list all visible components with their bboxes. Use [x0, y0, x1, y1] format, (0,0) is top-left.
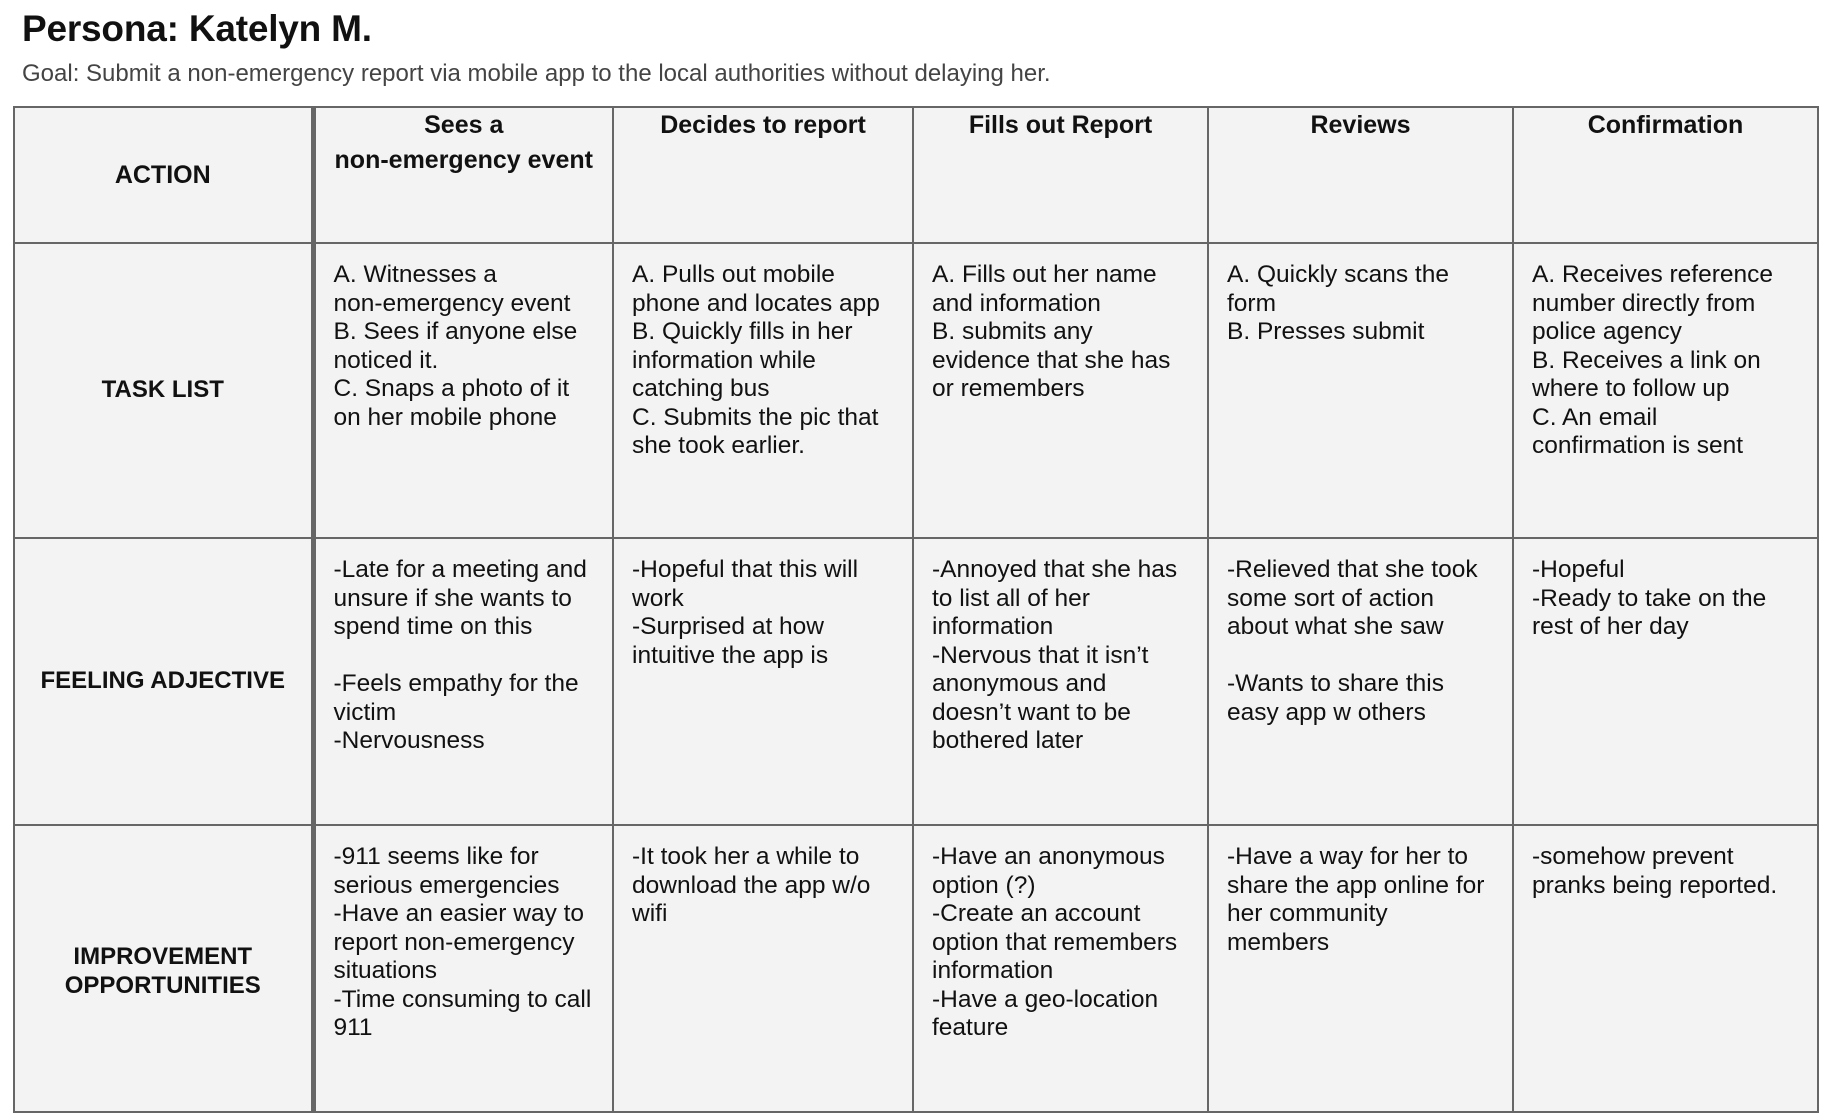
task-cell-reviews — [1208, 243, 1513, 538]
stage-header-fills-out — [913, 107, 1208, 243]
cell-text: A. Pulls out mobile phone and locates app B. Quickly fills in her information while catching bus C. Submits the pic that she took earlier. — [632, 261, 880, 459]
stage-header-label: Fills out Report — [968, 111, 1153, 139]
journey-map-table — [13, 106, 1819, 1113]
stage-header-sees-event — [313, 107, 613, 243]
improvement-label — [14, 825, 313, 1112]
row-label-text: IMPROVEMENT OPPORTUNITIES — [64, 943, 261, 999]
action-header: ACTION — [14, 107, 313, 243]
stage-header-decides — [613, 107, 913, 243]
persona-goal: Goal: Submit a non-emergency report via mobile app to the local authorities without delaying her. — [22, 60, 1051, 87]
feeling-cell-reviews — [1208, 538, 1513, 825]
stage-header-label: Confirmation — [1587, 111, 1744, 139]
improvement-cell-confirmation — [1513, 825, 1818, 1112]
improvement-cell-sees-event — [313, 825, 613, 1112]
stage-header-label: Decides to report — [660, 111, 866, 139]
stage-header-label: Sees a non-emergency event — [334, 111, 593, 174]
page-title: Persona: Katelyn M. — [22, 8, 372, 49]
cell-text: A. Witnesses a non-emergency event B. Sees if anyone else noticed it. C. Snaps a photo of it on her mobile phone — [333, 261, 578, 431]
feeling-cell-decides — [613, 538, 913, 825]
stage-header-row — [14, 107, 1818, 243]
cell-text: -Have an anonymous option (?) -Create an account option that remembers information -Have a geo-location feature — [932, 843, 1178, 1041]
cell-text: -Relieved that she took some sort of action about what she saw -Wants to share this easy app w others — [1227, 556, 1478, 726]
task-cell-confirmation — [1513, 243, 1818, 538]
task-list-row — [14, 243, 1818, 538]
cell-text: -911 seems like for serious emergencies -Have an easier way to report non-emergency situations -Time consuming to call 911 — [333, 843, 592, 1041]
task-list-label — [14, 243, 313, 538]
improvement-cell-reviews — [1208, 825, 1513, 1112]
cell-text: -Hopeful -Ready to take on the rest of her day — [1532, 556, 1767, 640]
task-cell-decides — [613, 243, 913, 538]
stage-header-confirmation — [1513, 107, 1818, 243]
cell-text: -Late for a meeting and unsure if she wants to spend time on this -Feels empathy for the victim -Nervousness — [333, 556, 587, 754]
cell-text: -Hopeful that this will work -Surprised at how intuitive the app is — [632, 556, 859, 669]
row-label-text: FEELING ADJECTIVE — [40, 667, 285, 695]
cell-text: A. Receives reference number directly from police agency B. Receives a link on where to follow up C. An email confirmation is sent — [1532, 261, 1774, 459]
row-label-text: TASK LIST — [101, 376, 224, 404]
improvement-cell-decides — [613, 825, 913, 1112]
stage-header-reviews — [1208, 107, 1513, 243]
feeling-label — [14, 538, 313, 825]
cell-text: -somehow prevent pranks being reported. — [1532, 843, 1778, 899]
improvement-row — [14, 825, 1818, 1112]
stage-header-label: Reviews — [1310, 111, 1411, 139]
feeling-cell-sees-event — [313, 538, 613, 825]
task-cell-fills-out — [913, 243, 1208, 538]
cell-text: A. Fills out her name and information B. submits any evidence that she has or remembers — [932, 261, 1171, 402]
task-cell-sees-event — [313, 243, 613, 538]
cell-text: -It took her a while to download the app w/o wifi — [632, 843, 871, 927]
feeling-row — [14, 538, 1818, 825]
feeling-cell-confirmation — [1513, 538, 1818, 825]
cell-text: -Annoyed that she has to list all of her information -Nervous that it isn’t anonymous and doesn’t want to be bothered later — [932, 556, 1178, 754]
cell-text: -Have a way for her to share the app online for her community members — [1227, 843, 1485, 956]
cell-text: A. Quickly scans the form B. Presses submit — [1227, 261, 1449, 345]
improvement-cell-fills-out — [913, 825, 1208, 1112]
feeling-cell-fills-out — [913, 538, 1208, 825]
